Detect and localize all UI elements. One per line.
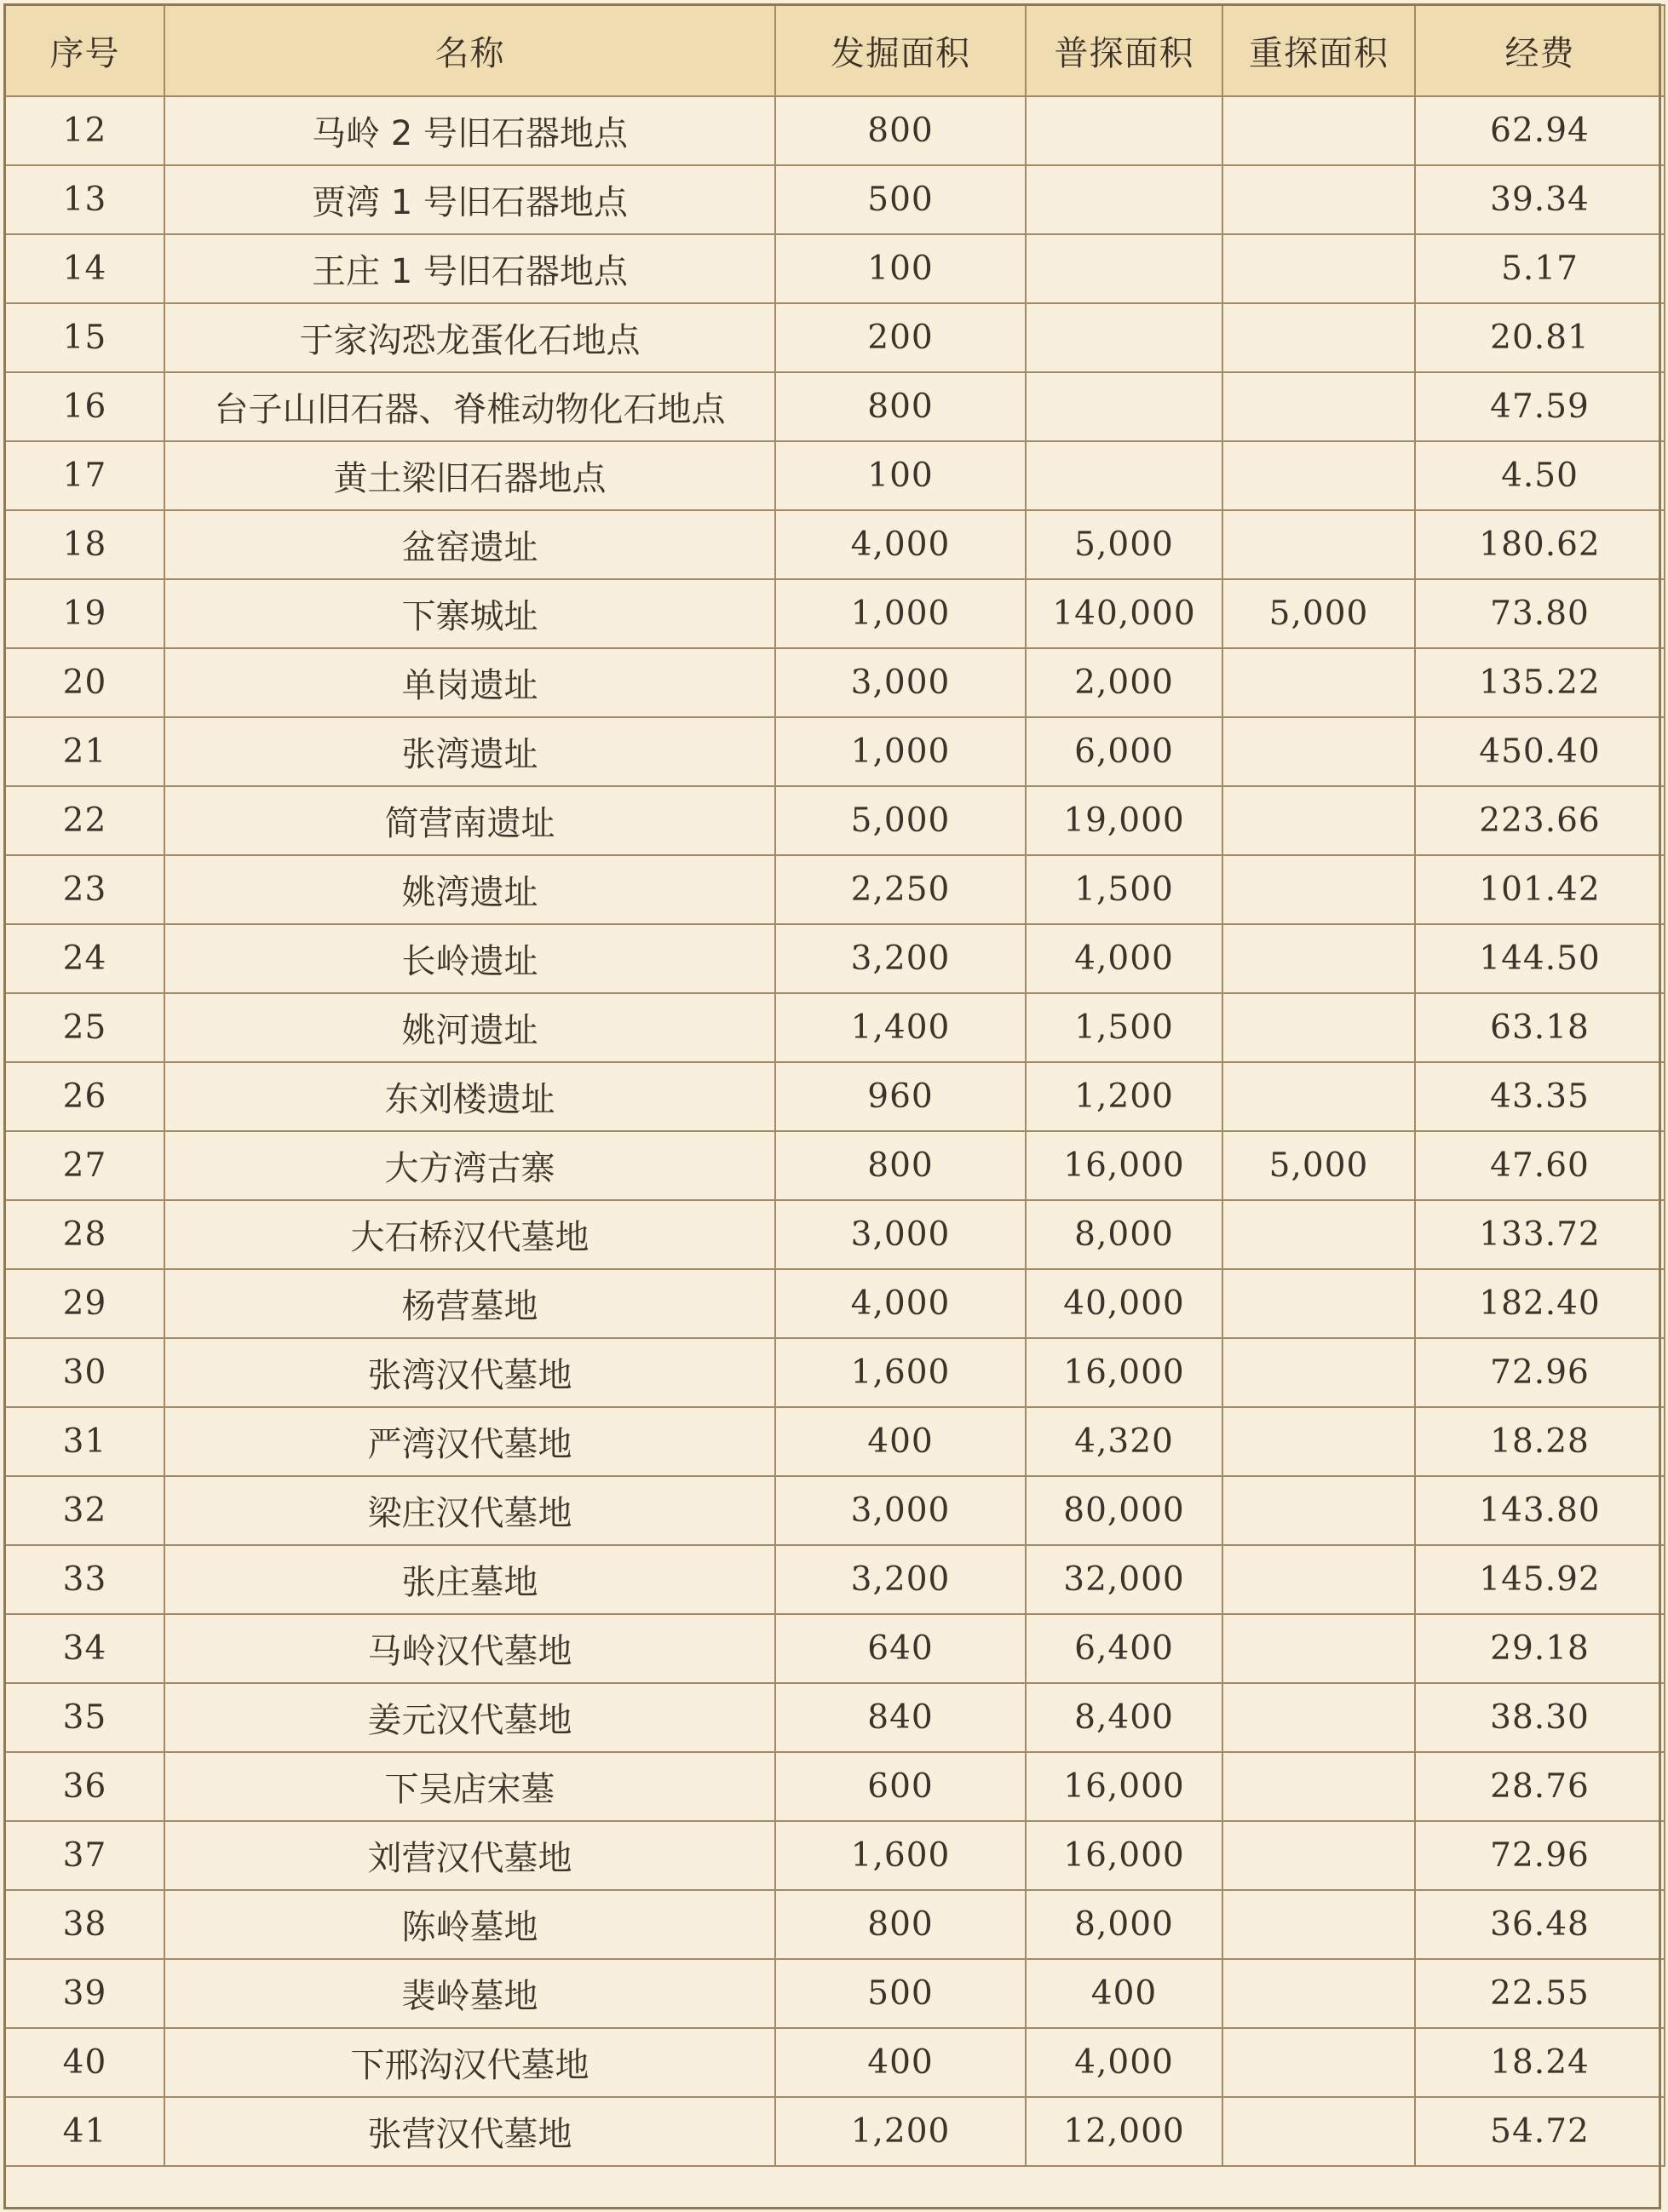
cell-funding: 63.18 [1415,993,1665,1062]
cell-site-name: 大方湾古寨 [164,1131,775,1200]
cell-serial-number: 33 [5,1545,164,1614]
cell-resurvey-area [1222,717,1415,786]
cell-excavation-area: 2,250 [775,855,1026,924]
header-serial-number: 序号 [5,5,164,96]
cell-survey-area: 5,000 [1026,510,1222,579]
cell-resurvey-area [1222,303,1415,372]
cell-resurvey-area [1222,786,1415,855]
cell-survey-area: 6,400 [1026,1614,1222,1683]
cell-resurvey-area [1222,1062,1415,1131]
cell-site-name: 黄土梁旧石器地点 [164,441,775,510]
cell-excavation-area: 1,000 [775,717,1026,786]
cell-resurvey-area [1222,648,1415,717]
cell-site-name: 贾湾 1 号旧石器地点 [164,165,775,234]
cell-survey-area: 8,000 [1026,1200,1222,1269]
table-row [5,372,1665,441]
table-row [5,1821,1665,1890]
cell-excavation-area: 1,400 [775,993,1026,1062]
cell-excavation-area: 500 [775,1959,1026,2028]
cell-resurvey-area [1222,1614,1415,1683]
table-row [5,786,1665,855]
cell-site-name: 张湾遗址 [164,717,775,786]
table-row [5,1338,1665,1407]
cell-funding: 18.28 [1415,1407,1665,1476]
cell-excavation-area: 400 [775,1407,1026,1476]
table-row [5,579,1665,648]
cell-resurvey-area [1222,96,1415,165]
cell-survey-area [1026,234,1222,303]
cell-serial-number: 24 [5,924,164,993]
cell-site-name: 张庄墓地 [164,1545,775,1614]
table-header [5,5,1665,96]
cell-resurvey-area: 5,000 [1222,579,1415,648]
cell-resurvey-area [1222,1476,1415,1545]
cell-excavation-area: 800 [775,96,1026,165]
table-row [5,1062,1665,1131]
cell-serial-number: 19 [5,579,164,648]
cell-serial-number: 22 [5,786,164,855]
cell-serial-number: 38 [5,1890,164,1959]
table-row [5,1269,1665,1338]
cell-funding: 22.55 [1415,1959,1665,2028]
cell-serial-number: 35 [5,1683,164,1752]
cell-funding: 73.80 [1415,579,1665,648]
cell-survey-area: 6,000 [1026,717,1222,786]
cell-site-name: 刘营汉代墓地 [164,1821,775,1890]
cell-survey-area: 4,000 [1026,924,1222,993]
table-row [5,2028,1665,2097]
cell-survey-area: 12,000 [1026,2097,1222,2166]
cell-excavation-area: 3,000 [775,648,1026,717]
cell-funding: 145.92 [1415,1545,1665,1614]
cell-funding: 72.96 [1415,1821,1665,1890]
cell-site-name: 姚河遗址 [164,993,775,1062]
cell-site-name: 台子山旧石器、脊椎动物化石地点 [164,372,775,441]
cell-survey-area: 40,000 [1026,1269,1222,1338]
table-row [5,510,1665,579]
cell-resurvey-area [1222,993,1415,1062]
cell-survey-area: 32,000 [1026,1545,1222,1614]
table-row [5,1131,1665,1200]
cell-resurvey-area [1222,1407,1415,1476]
header-funding: 经费 [1415,5,1665,96]
cell-site-name: 陈岭墓地 [164,1890,775,1959]
cell-serial-number: 34 [5,1614,164,1683]
table-row [5,1890,1665,1959]
cell-serial-number: 20 [5,648,164,717]
cell-funding: 47.60 [1415,1131,1665,1200]
cell-excavation-area: 960 [775,1062,1026,1131]
cell-site-name: 下吴店宋墓 [164,1752,775,1821]
cell-resurvey-area [1222,2097,1415,2166]
cell-resurvey-area [1222,1959,1415,2028]
table-row [5,924,1665,993]
cell-excavation-area: 400 [775,2028,1026,2097]
cell-funding: 18.24 [1415,2028,1665,2097]
cell-survey-area [1026,96,1222,165]
cell-funding: 182.40 [1415,1269,1665,1338]
cell-serial-number: 23 [5,855,164,924]
excavation-funding-table [4,4,1665,2167]
cell-excavation-area: 800 [775,1890,1026,1959]
table-row [5,1545,1665,1614]
cell-funding: 29.18 [1415,1614,1665,1683]
cell-excavation-area: 1,200 [775,2097,1026,2166]
cell-funding: 54.72 [1415,2097,1665,2166]
table-row [5,303,1665,372]
cell-survey-area [1026,165,1222,234]
cell-serial-number: 27 [5,1131,164,1200]
cell-funding: 180.62 [1415,510,1665,579]
cell-survey-area: 16,000 [1026,1338,1222,1407]
cell-resurvey-area [1222,1338,1415,1407]
header-resurvey-area: 重探面积 [1222,5,1415,96]
table-row [5,96,1665,165]
cell-site-name: 裴岭墓地 [164,1959,775,2028]
cell-resurvey-area [1222,1752,1415,1821]
cell-serial-number: 17 [5,441,164,510]
cell-funding: 4.50 [1415,441,1665,510]
table-body [5,96,1665,2166]
cell-excavation-area: 3,000 [775,1476,1026,1545]
cell-funding: 223.66 [1415,786,1665,855]
cell-funding: 38.30 [1415,1683,1665,1752]
cell-excavation-area: 100 [775,234,1026,303]
cell-site-name: 梁庄汉代墓地 [164,1476,775,1545]
cell-excavation-area: 200 [775,303,1026,372]
cell-site-name: 王庄 1 号旧石器地点 [164,234,775,303]
cell-survey-area: 16,000 [1026,1131,1222,1200]
cell-survey-area: 8,400 [1026,1683,1222,1752]
cell-site-name: 严湾汉代墓地 [164,1407,775,1476]
cell-survey-area: 19,000 [1026,786,1222,855]
cell-excavation-area: 800 [775,1131,1026,1200]
table-row [5,717,1665,786]
cell-site-name: 单岗遗址 [164,648,775,717]
table-row [5,1476,1665,1545]
cell-resurvey-area [1222,924,1415,993]
table-row [5,1752,1665,1821]
cell-serial-number: 15 [5,303,164,372]
cell-funding: 144.50 [1415,924,1665,993]
cell-site-name: 杨营墓地 [164,1269,775,1338]
cell-funding: 43.35 [1415,1062,1665,1131]
cell-resurvey-area [1222,165,1415,234]
cell-site-name: 大石桥汉代墓地 [164,1200,775,1269]
cell-survey-area: 2,000 [1026,648,1222,717]
table-row [5,855,1665,924]
cell-site-name: 张湾汉代墓地 [164,1338,775,1407]
header-excavation-area: 发掘面积 [775,5,1026,96]
cell-excavation-area: 1,600 [775,1821,1026,1890]
cell-resurvey-area [1222,1269,1415,1338]
cell-survey-area [1026,441,1222,510]
cell-resurvey-area [1222,2028,1415,2097]
header-survey-area: 普探面积 [1026,5,1222,96]
cell-resurvey-area: 5,000 [1222,1131,1415,1200]
cell-site-name: 下寨城址 [164,579,775,648]
cell-resurvey-area [1222,1545,1415,1614]
cell-excavation-area: 500 [775,165,1026,234]
cell-funding: 28.76 [1415,1752,1665,1821]
cell-site-name: 姜元汉代墓地 [164,1683,775,1752]
cell-survey-area [1026,303,1222,372]
cell-excavation-area: 4,000 [775,510,1026,579]
cell-excavation-area: 1,600 [775,1338,1026,1407]
cell-survey-area: 400 [1026,1959,1222,2028]
cell-site-name: 长岭遗址 [164,924,775,993]
table-row [5,1407,1665,1476]
cell-serial-number: 16 [5,372,164,441]
cell-site-name: 张营汉代墓地 [164,2097,775,2166]
cell-funding: 62.94 [1415,96,1665,165]
cell-survey-area: 140,000 [1026,579,1222,648]
cell-serial-number: 30 [5,1338,164,1407]
cell-resurvey-area [1222,510,1415,579]
cell-excavation-area: 4,000 [775,1269,1026,1338]
cell-site-name: 马岭汉代墓地 [164,1614,775,1683]
cell-serial-number: 36 [5,1752,164,1821]
table-row [5,234,1665,303]
cell-funding: 39.34 [1415,165,1665,234]
cell-survey-area: 1,200 [1026,1062,1222,1131]
cell-serial-number: 26 [5,1062,164,1131]
cell-serial-number: 41 [5,2097,164,2166]
cell-funding: 20.81 [1415,303,1665,372]
cell-serial-number: 18 [5,510,164,579]
cell-resurvey-area [1222,441,1415,510]
table-row [5,441,1665,510]
cell-excavation-area: 640 [775,1614,1026,1683]
cell-serial-number: 40 [5,2028,164,2097]
table-row [5,2097,1665,2166]
cell-excavation-area: 3,200 [775,924,1026,993]
cell-funding: 36.48 [1415,1890,1665,1959]
cell-excavation-area: 5,000 [775,786,1026,855]
table-row [5,1200,1665,1269]
cell-serial-number: 28 [5,1200,164,1269]
cell-serial-number: 29 [5,1269,164,1338]
cell-resurvey-area [1222,372,1415,441]
cell-resurvey-area [1222,1821,1415,1890]
cell-site-name: 马岭 2 号旧石器地点 [164,96,775,165]
cell-excavation-area: 3,200 [775,1545,1026,1614]
cell-resurvey-area [1222,1683,1415,1752]
cell-resurvey-area [1222,234,1415,303]
cell-survey-area: 1,500 [1026,993,1222,1062]
cell-survey-area: 16,000 [1026,1821,1222,1890]
cell-excavation-area: 100 [775,441,1026,510]
cell-site-name: 东刘楼遗址 [164,1062,775,1131]
cell-survey-area [1026,372,1222,441]
cell-funding: 143.80 [1415,1476,1665,1545]
cell-funding: 101.42 [1415,855,1665,924]
cell-serial-number: 37 [5,1821,164,1890]
cell-site-name: 盆窑遗址 [164,510,775,579]
table-row [5,165,1665,234]
cell-survey-area: 1,500 [1026,855,1222,924]
cell-resurvey-area [1222,1890,1415,1959]
cell-funding: 5.17 [1415,234,1665,303]
cell-survey-area: 80,000 [1026,1476,1222,1545]
cell-serial-number: 13 [5,165,164,234]
cell-serial-number: 31 [5,1407,164,1476]
cell-site-name: 姚湾遗址 [164,855,775,924]
table-row [5,1683,1665,1752]
cell-funding: 133.72 [1415,1200,1665,1269]
header-row [5,5,1665,96]
header-name: 名称 [164,5,775,96]
cell-serial-number: 39 [5,1959,164,2028]
cell-funding: 47.59 [1415,372,1665,441]
table-row [5,1959,1665,2028]
cell-survey-area: 4,000 [1026,2028,1222,2097]
cell-survey-area: 16,000 [1026,1752,1222,1821]
cell-funding: 135.22 [1415,648,1665,717]
cell-excavation-area: 800 [775,372,1026,441]
cell-site-name: 于家沟恐龙蛋化石地点 [164,303,775,372]
cell-serial-number: 25 [5,993,164,1062]
cell-survey-area: 8,000 [1026,1890,1222,1959]
cell-site-name: 简营南遗址 [164,786,775,855]
cell-excavation-area: 840 [775,1683,1026,1752]
cell-resurvey-area [1222,855,1415,924]
cell-excavation-area: 3,000 [775,1200,1026,1269]
cell-excavation-area: 1,000 [775,579,1026,648]
cell-serial-number: 21 [5,717,164,786]
cell-funding: 72.96 [1415,1338,1665,1407]
cell-serial-number: 14 [5,234,164,303]
cell-excavation-area: 600 [775,1752,1026,1821]
cell-funding: 450.40 [1415,717,1665,786]
cell-serial-number: 32 [5,1476,164,1545]
cell-site-name: 下邢沟汉代墓地 [164,2028,775,2097]
table-row [5,1614,1665,1683]
cell-survey-area: 4,320 [1026,1407,1222,1476]
cell-serial-number: 12 [5,96,164,165]
cell-resurvey-area [1222,1200,1415,1269]
table-row [5,993,1665,1062]
table-row [5,648,1665,717]
